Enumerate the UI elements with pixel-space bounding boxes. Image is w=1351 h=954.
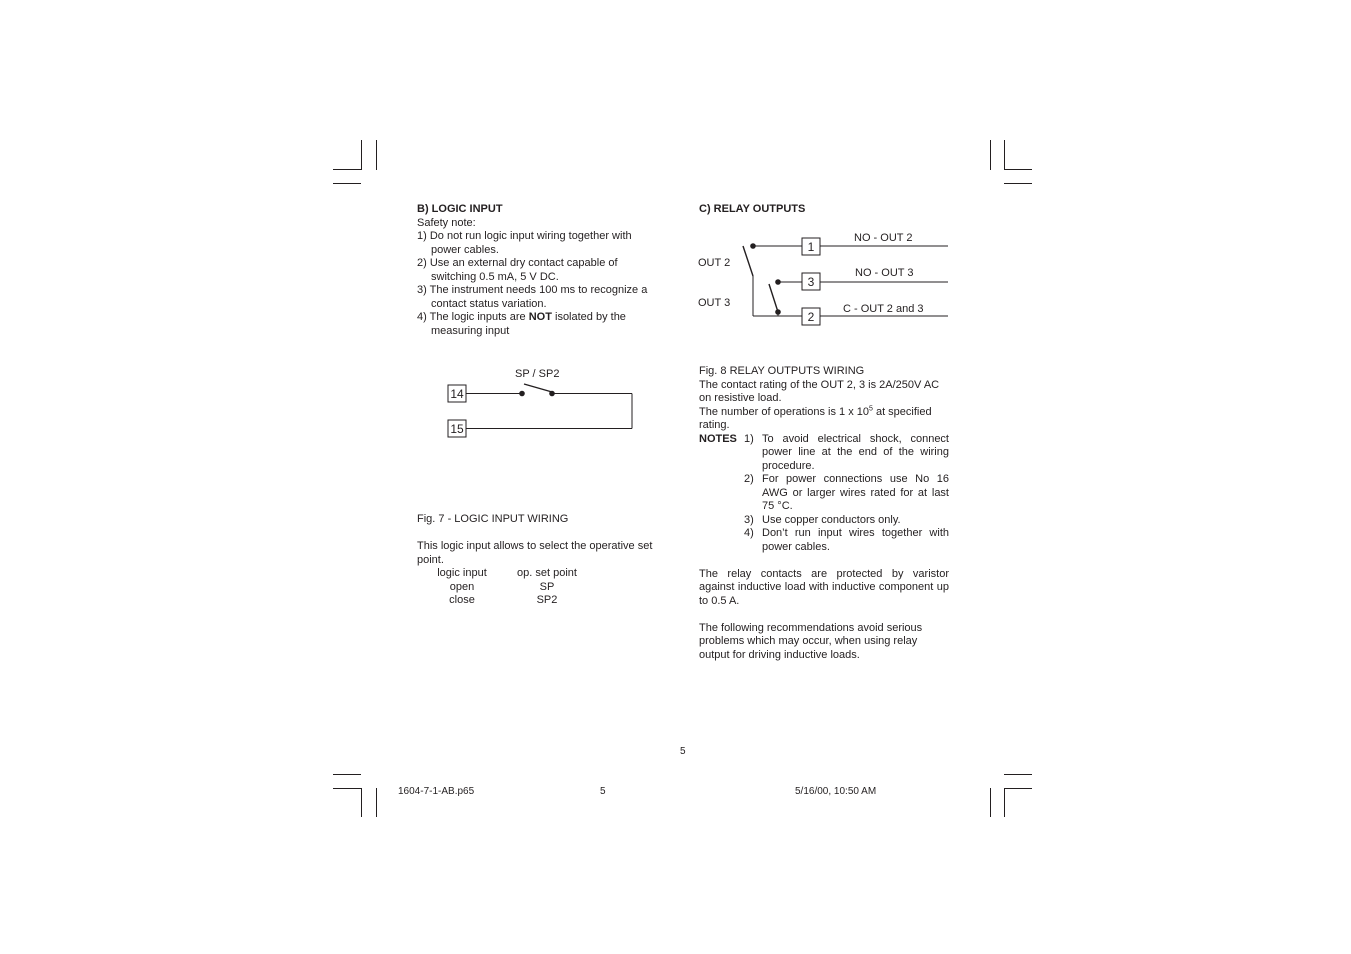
- logic-input-wiring-diagram: [440, 362, 640, 442]
- no-out3-label: NO - OUT 3: [855, 267, 914, 279]
- switch-lever: [524, 384, 552, 392]
- common-label: C - OUT 2 and 3: [843, 303, 924, 315]
- contact-rating: The contact rating of the OUT 2, 3 is 2A/250V AC on resistive load.: [699, 378, 940, 404]
- logic-input-caption-block: [417, 513, 662, 608]
- figure-caption: Fig. 7 - LOGIC INPUT WIRING: [417, 513, 569, 525]
- table-header: logic input op. set point: [437, 567, 577, 579]
- list-item: 4) The logic inputs are NOT isolated by the measuring input: [417, 311, 626, 337]
- switch-label: SP / SP2: [515, 368, 560, 380]
- footer-filename: 1604-7-1-AB.p65: [398, 786, 475, 797]
- safety-note-label: Safety note:: [417, 216, 476, 229]
- footer-datetime: 5/16/00, 10:50 AM: [795, 786, 877, 797]
- list-item: 2) Use an external dry contact capable of switching 0.5 mA, 5 V DC.: [417, 257, 618, 283]
- notes-block: [699, 433, 949, 555]
- note-item: 1) To avoid electrical shock, connect power line at the end of the wiring procedure.: [744, 432, 949, 472]
- section-heading: B) LOGIC INPUT: [417, 203, 503, 215]
- note-item: 3) Use copper conductors only.: [744, 513, 901, 526]
- note-item: 2) For power connections use No 16 AWG or larger wires rated for at last 75 °C.: [744, 473, 949, 512]
- recommendation-paragraph: The following recommendations avoid serious problems which may occur, when using relay output for driving inductive loads.: [699, 621, 923, 661]
- out3-label: OUT 3: [698, 297, 731, 309]
- description: This logic input allows to select the operative set point.: [417, 540, 653, 566]
- relay-outputs-text: [699, 365, 949, 662]
- list-item: 3) The instrument needs 100 ms to recognize a contact status variation.: [417, 284, 648, 310]
- varistor-paragraph: The relay contacts are protected by varistor against inductive load with inductive component up to 0.5 A.: [699, 567, 949, 607]
- terminal-3-label: 3: [807, 275, 815, 289]
- notes-label: NOTES: [699, 432, 737, 445]
- terminal-1-label: 1: [807, 240, 815, 254]
- out3-switch-lever: [769, 284, 778, 312]
- footer-page: 5: [600, 786, 606, 797]
- table-row: close SP2: [449, 594, 558, 606]
- logic-table: [417, 567, 662, 608]
- table-row: open SP: [449, 580, 555, 593]
- relay-outputs-wiring-diagram: [695, 228, 953, 332]
- note-item: 4) Don’t run input wires together with power cables.: [744, 527, 949, 553]
- list-item: 1) Do not run logic input wiring together with power cables.: [417, 230, 632, 256]
- relay-outputs-heading: C) RELAY OUTPUTS: [699, 203, 806, 215]
- out2-label: OUT 2: [698, 257, 731, 269]
- out2-switch-lever: [743, 246, 753, 276]
- no-out2-label: NO - OUT 2: [854, 232, 913, 244]
- figure-caption: Fig. 8 RELAY OUTPUTS WIRING: [699, 365, 865, 377]
- page-number: 5: [680, 746, 686, 757]
- logic-input-section: [417, 203, 662, 338]
- terminal-14-label: 14: [450, 387, 464, 401]
- operations-count: The number of operations is 1 x $10^5$ at specified rating.: [699, 404, 932, 431]
- terminal-2-label: 2: [807, 310, 815, 324]
- terminal-15-label: 15: [450, 422, 464, 436]
- contact-dot: [519, 391, 525, 397]
